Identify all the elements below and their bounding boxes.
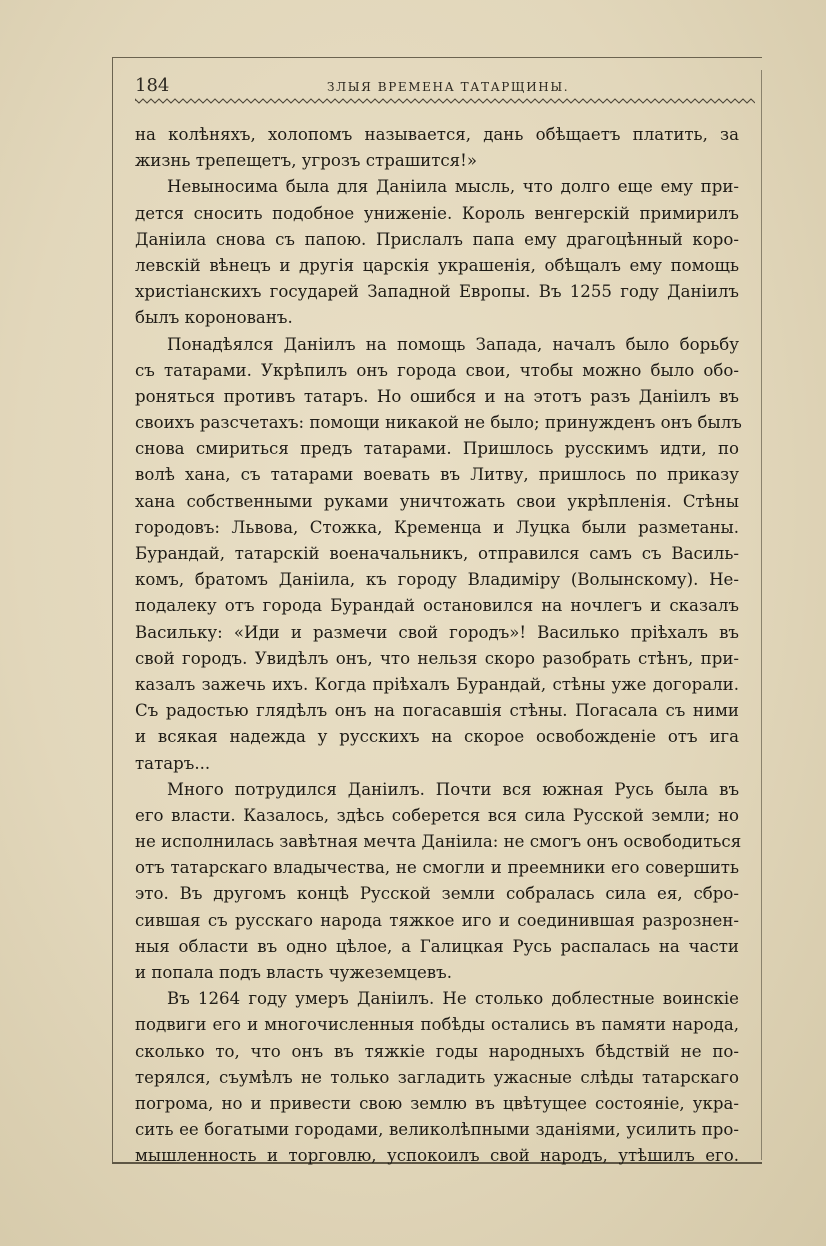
- text-line: его власти. Казалось, здѣсь соберется вся сила Русской земли; но: [135, 805, 739, 825]
- body-text: [135, 122, 742, 1170]
- text-line: снова смириться предъ татарами. Пришлось русскимъ идти, по: [135, 439, 739, 459]
- text-line: жизнь трепещетъ, угрозъ страшится!»: [135, 151, 477, 171]
- text-line: это. Въ другомъ концѣ Русской земли собралась сила ея, сбро-: [135, 884, 739, 904]
- text-line: городовъ: Львова, Стожка, Кременца и Луцка были разметаны.: [135, 517, 739, 537]
- page-number: 184: [135, 75, 170, 96]
- text-line: татаръ...: [135, 753, 211, 773]
- text-line: Даніила снова съ папою. Прислалъ папа ему драгоцѣнный коро-: [135, 229, 739, 249]
- text-line: дется сносить подобное униженіе. Король венгерскій примирилъ: [135, 203, 739, 223]
- text-line: христіанскихъ государей Западной Европы. Въ 1255 году Даніилъ: [135, 282, 739, 302]
- text-line: роняться противъ татаръ. Но ошибся и на этотъ разъ Даніилъ въ: [135, 386, 739, 406]
- text-line: комъ, братомъ Даніила, къ городу Владиміру (Волынскому). Не-: [135, 570, 739, 590]
- text-line: хана собственными руками уничтожать свои укрѣпленія. Стѣны: [135, 491, 739, 511]
- wavy-ornament-rule: [135, 97, 755, 105]
- text-line: ныя области въ одно цѣлое, а Галицкая Русь распалась на части: [135, 936, 739, 956]
- text-line: сить ее богатыми городами, великолѣпными зданіями, усилить про-: [135, 1120, 739, 1140]
- text-line: Съ радостью глядѣлъ онъ на погасавшія стѣны. Погасала съ ними: [135, 701, 739, 721]
- text-line: своихъ разсчетахъ: помощи никакой не было; принужденъ онъ былъ: [135, 413, 742, 433]
- text-line: Въ 1264 году умеръ Даніилъ. Не столько доблестные воинскіе: [167, 989, 739, 1009]
- text-line: подвиги его и многочисленныя побѣды остались въ памяти народа,: [135, 1015, 739, 1035]
- left-margin-rule: [112, 57, 113, 1164]
- text-line: Невыносима была для Даніила мысль, что долго еще ему при-: [167, 177, 739, 197]
- text-line: Бурандай, татарскій военачальникъ, отправился самъ съ Василь-: [135, 544, 739, 563]
- running-title: ЗЛЫЯ ВРЕМЕНА ТАТАРЩИНЫ.: [327, 80, 570, 94]
- text-line: волѣ хана, съ татарами воевать въ Литву, пришлось по приказу: [135, 465, 739, 485]
- text-line: съ татарами. Укрѣпилъ онъ города свои, чтобы можно было обо-: [135, 360, 739, 380]
- running-header: [135, 70, 755, 100]
- text-line: и всякая надежда у русскихъ на скорое освобожденіе отъ ига: [135, 727, 739, 747]
- text-line: сившая съ русскаго народа тяжкое иго и соединившая разрознен-: [135, 910, 739, 930]
- text-line: былъ коронованъ.: [135, 308, 293, 328]
- text-line: и попала подъ власть чужеземцевъ.: [135, 963, 452, 982]
- text-line: погрома, но и привести свою землю въ цвѣтущее состояніе, укра-: [135, 1093, 739, 1113]
- text-line: левскій вѣнецъ и другія царскія украшенія, обѣщалъ ему помощь: [135, 255, 739, 275]
- text-line: мышленность и торговлю, успокоилъ свой народъ, утѣшилъ его.: [135, 1146, 739, 1166]
- text-line: не исполнилась завѣтная мечта Даніила: не смогъ онъ освободиться: [135, 832, 742, 852]
- text-line: казалъ зажечь ихъ. Когда пріѣхалъ Бурандай, стѣны уже догорали.: [135, 674, 739, 694]
- text-line: сколько то, что онъ въ тяжкіе годы народныхъ бѣдствій не по-: [135, 1041, 739, 1061]
- text-line: Понадѣялся Даніилъ на помощь Запада, началъ было борьбу: [167, 334, 739, 354]
- text-line: Васильку: «Иди и размечи свой городъ»! Василько пріѣхалъ въ: [135, 622, 739, 642]
- text-line: отъ татарскаго владычества, не смогли и преемники его совершить: [135, 858, 739, 878]
- text-line: Много потрудился Даніилъ. Почти вся южная Русь была въ: [167, 779, 739, 799]
- top-rule: [112, 57, 762, 58]
- text-line: терялся, съумѣлъ не только загладить ужасные слѣды татарскаго: [135, 1067, 739, 1087]
- right-margin-rule: [761, 70, 762, 1160]
- text-line: подалеку отъ города Бурандай остановился на ночлегъ и сказалъ: [135, 596, 739, 616]
- text-line: свой городъ. Увидѣлъ онъ, что нельзя скоро разобрать стѣнъ, при-: [135, 648, 739, 668]
- text-line: на колѣняхъ, холопомъ называется, дань обѣщаетъ платить, за: [135, 125, 739, 144]
